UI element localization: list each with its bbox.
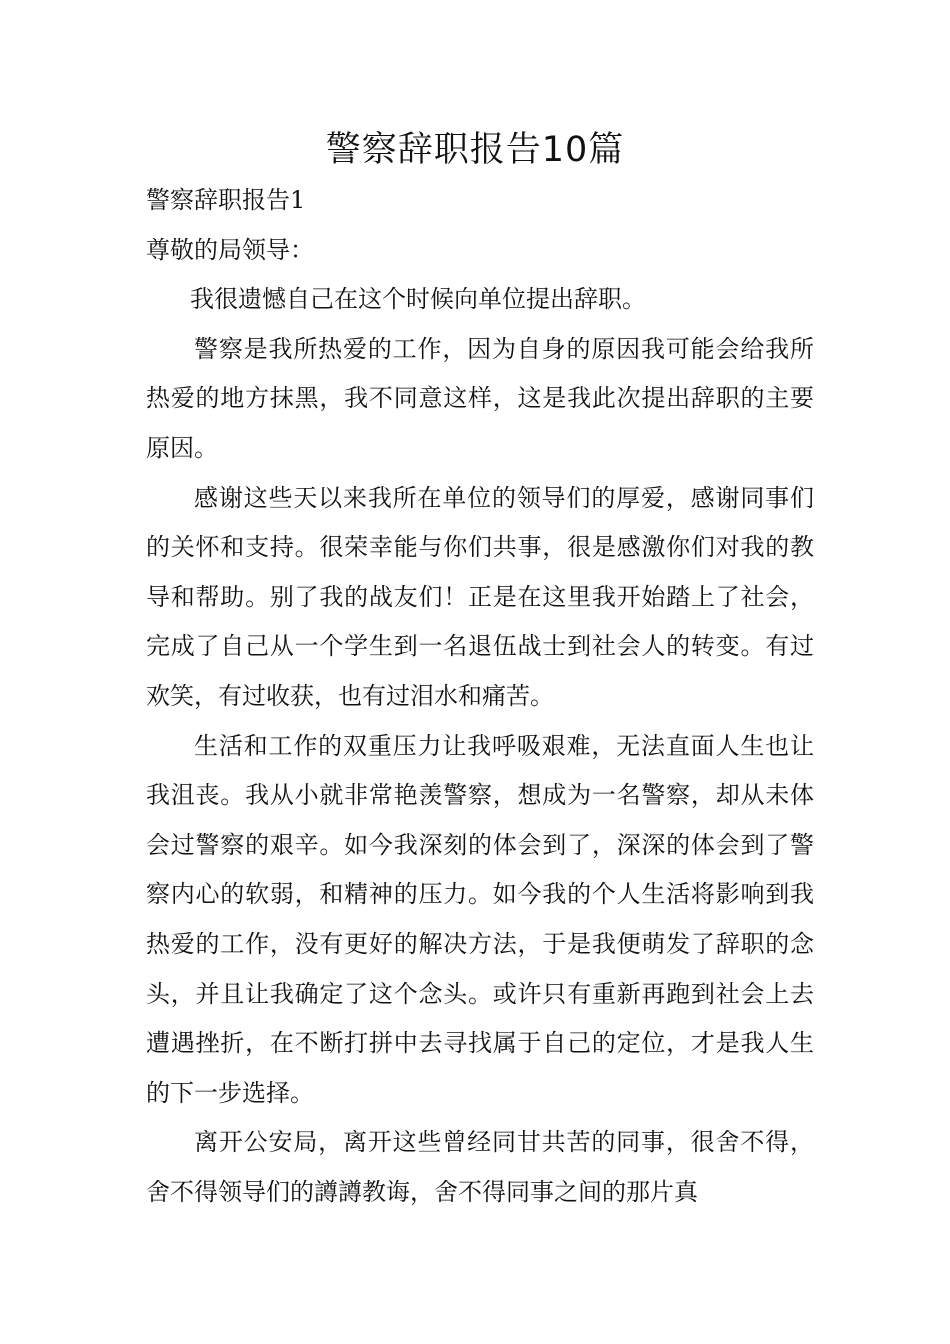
document-title: 警察辞职报告10篇 [325, 130, 625, 170]
salutation: 尊敬的局领导： [146, 235, 314, 264]
paragraph-2: 警察是我所热爱的工作，因为自身的原因我可能会给我所热爱的地方抹黑，我不同意这样，这是我此次提出辞职的主要原因。 [146, 334, 814, 462]
paragraph-4: 生活和工作的双重压力让我呼吸艰难，无法直面人生也让我沮丧。我从小就非常艳羡警察，想成为一名警察，却从未体会过警察的艰辛。如今我深刻的体会到了，深深的体会到了警察内心的软弱，和精神的压力。如今我的个人生活将影响到我热爱的工作，没有更好的解决方法，于是我便萌发了辞职的念头，并且让我确定了这个念头。或许只有重新再跑到社会上去遭遇挫折，在不断打拼中去寻找属于自己的定位，才是我人生的下一步选择。 [146, 731, 814, 1107]
paragraph-1: 我很遗憾自己在这个时候向单位提出辞职。 [190, 285, 646, 314]
paragraph-5: 离开公安局，离开这些曾经同甘共苦的同事，很舍不得，舍不得领导们的譐譐教诲，舍不得同事之间的那片真 [146, 1128, 814, 1206]
report-subtitle: 警察辞职报告1 [146, 186, 306, 214]
paragraph-3: 感谢这些天以来我所在单位的领导们的厚爱，感谢同事们的关怀和支持。很荣幸能与你们共事，很是感激你们对我的教导和帮助。别了我的战友们！正是在这里我开始踏上了社会，完成了自己从一个学生到一名退伍战士到社会人的转变。有过欢笑，有过收获，也有过泪水和痛苦。 [146, 483, 814, 710]
document-body [146, 176, 814, 1217]
